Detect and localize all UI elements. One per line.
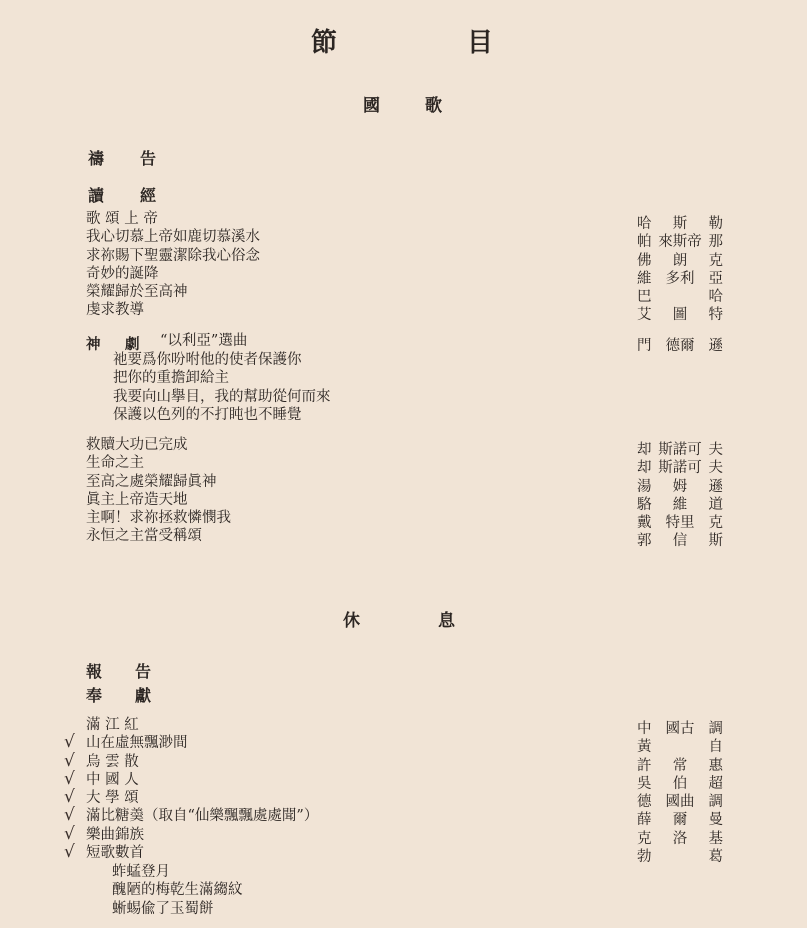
short-song-item: 蚱蜢登月 — [112, 864, 170, 880]
set1-title: 求祢賜下聖靈潔除我心俗念 — [86, 247, 260, 264]
oratorio-composer: 門 德爾 遜 — [637, 338, 723, 354]
composer-name: 艾 圖 特 — [637, 307, 723, 324]
set3-title: 烏 雲 散 — [86, 753, 139, 770]
offering-right: 獻 — [135, 686, 152, 705]
set2-title: 至高之處榮耀歸眞神 — [86, 473, 217, 490]
set2-title: 永恒之主當受稱頌 — [86, 528, 202, 545]
set3-title: 大 學 頌 — [86, 790, 139, 807]
oratorio-item: 保護以色列的不打盹也不睡覺 — [113, 406, 302, 423]
set1-title: 奇妙的誕降 — [86, 265, 159, 282]
oratorio-label-b: 劇 — [125, 337, 140, 353]
short-song-item: 蜥蜴偸了玉蜀餅 — [112, 900, 214, 917]
oratorio-item: 把你的重擔卸給主 — [113, 370, 229, 387]
checkmark-icon: √ — [64, 842, 75, 863]
composer-name: 戴 特里 克 — [637, 515, 723, 532]
set2-composer-list — [637, 441, 723, 551]
set2-title: 眞主上帝造天地 — [86, 491, 188, 508]
set1-title-list — [86, 210, 260, 320]
anthem-right: 歌 — [425, 96, 442, 116]
composer-name: 駱 維 道 — [637, 496, 723, 513]
anthem-left: 國 — [363, 96, 380, 116]
set3-title-row — [64, 732, 318, 753]
oratorio-label-c: “以利亞”選曲 — [160, 333, 248, 349]
set3-title-row — [64, 787, 318, 808]
checkmark-icon: √ — [64, 805, 75, 826]
set3-title: 短歌數首 — [86, 845, 144, 862]
set3-title-list — [64, 716, 319, 863]
checkmark-icon: √ — [64, 823, 75, 844]
set1-title: 歌 頌 上 帝 — [86, 211, 158, 227]
set3-title-row — [64, 823, 318, 844]
composer-name: 黃 自 — [637, 739, 723, 756]
scripture-left: 讀 — [88, 186, 105, 205]
prayer-right: 告 — [140, 149, 157, 168]
composer-name: 却 斯諾可 夫 — [637, 442, 723, 458]
oratorio-label-a: 神 — [86, 337, 101, 353]
report-left: 報 — [86, 662, 103, 681]
report-right: 告 — [135, 662, 152, 681]
set3-title-row — [64, 805, 319, 826]
composer-name: 許 常 惠 — [637, 757, 723, 774]
composer-name: 郭 信 斯 — [637, 533, 723, 550]
set1-title: 榮耀歸於至高神 — [86, 284, 188, 301]
set2-title: 生命之主 — [86, 455, 144, 472]
set3-title: 滿 江 紅 — [86, 717, 139, 733]
composer-name: 哈 斯 勒 — [637, 216, 723, 232]
set3-title: 中 國 人 — [86, 771, 139, 788]
composer-name: 佛 朗 克 — [637, 252, 723, 269]
set2-title: 主啊！求祢拯救憐憫我 — [86, 510, 231, 527]
composer-name: 却 斯諾可 夫 — [637, 460, 723, 477]
set1-title: 虔求教導 — [86, 302, 144, 319]
composer-name: 維 多利 亞 — [637, 270, 723, 287]
checkmark-icon: √ — [64, 750, 75, 771]
composer-name: 克 洛 基 — [637, 830, 723, 847]
checkmark-icon: √ — [64, 732, 75, 753]
short-songs-list — [112, 863, 243, 918]
set3-title-row — [64, 750, 318, 771]
set3-title: 滿比糖羮（取自“仙樂飄飄處處聞”） — [86, 808, 319, 825]
composer-name: 薛 爾 曼 — [637, 812, 723, 829]
intermission-left: 休 — [343, 611, 360, 631]
offering-left: 奉 — [86, 686, 103, 705]
set2-title-list — [86, 436, 231, 546]
prayer-left: 禱 — [88, 149, 105, 168]
composer-name: 巴 哈 — [637, 289, 723, 306]
program-title-left: 節 — [311, 28, 338, 58]
composer-name: 勃 葛 — [637, 849, 723, 866]
oratorio-item-list — [113, 351, 331, 424]
composer-name: 吳 伯 超 — [637, 775, 723, 792]
set1-composer-list — [637, 215, 723, 325]
set1-title: 我心切慕上帝如鹿切慕溪水 — [86, 229, 260, 246]
set3-title: 樂曲錦族 — [86, 826, 144, 843]
checkmark-icon: √ — [64, 787, 75, 808]
intermission-right: 息 — [438, 611, 455, 631]
set3-title-row — [64, 768, 318, 789]
composer-name: 帕 來斯帝 那 — [637, 234, 723, 251]
oratorio-item: 我要向山擧目，我的幫助從何而來 — [113, 388, 331, 405]
oratorio-item: 祂要爲你吩咐他的使者保護你 — [113, 352, 302, 368]
composer-name: 中 國古 調 — [637, 721, 723, 737]
composer-name: 德 國曲 調 — [637, 794, 723, 811]
short-song-item: 醜陋的梅乾生滿縐紋 — [112, 882, 243, 899]
set3-composer-list — [637, 720, 723, 866]
set2-title: 救贖大功已完成 — [86, 437, 188, 453]
checkmark-icon: √ — [64, 768, 75, 789]
composer-name: 湯 姆 遜 — [637, 478, 723, 495]
set3-title-row — [64, 842, 318, 863]
scripture-right: 經 — [140, 186, 157, 205]
program-title-right: 目 — [467, 28, 494, 58]
set3-title: 山在虛無飄渺間 — [86, 735, 188, 752]
